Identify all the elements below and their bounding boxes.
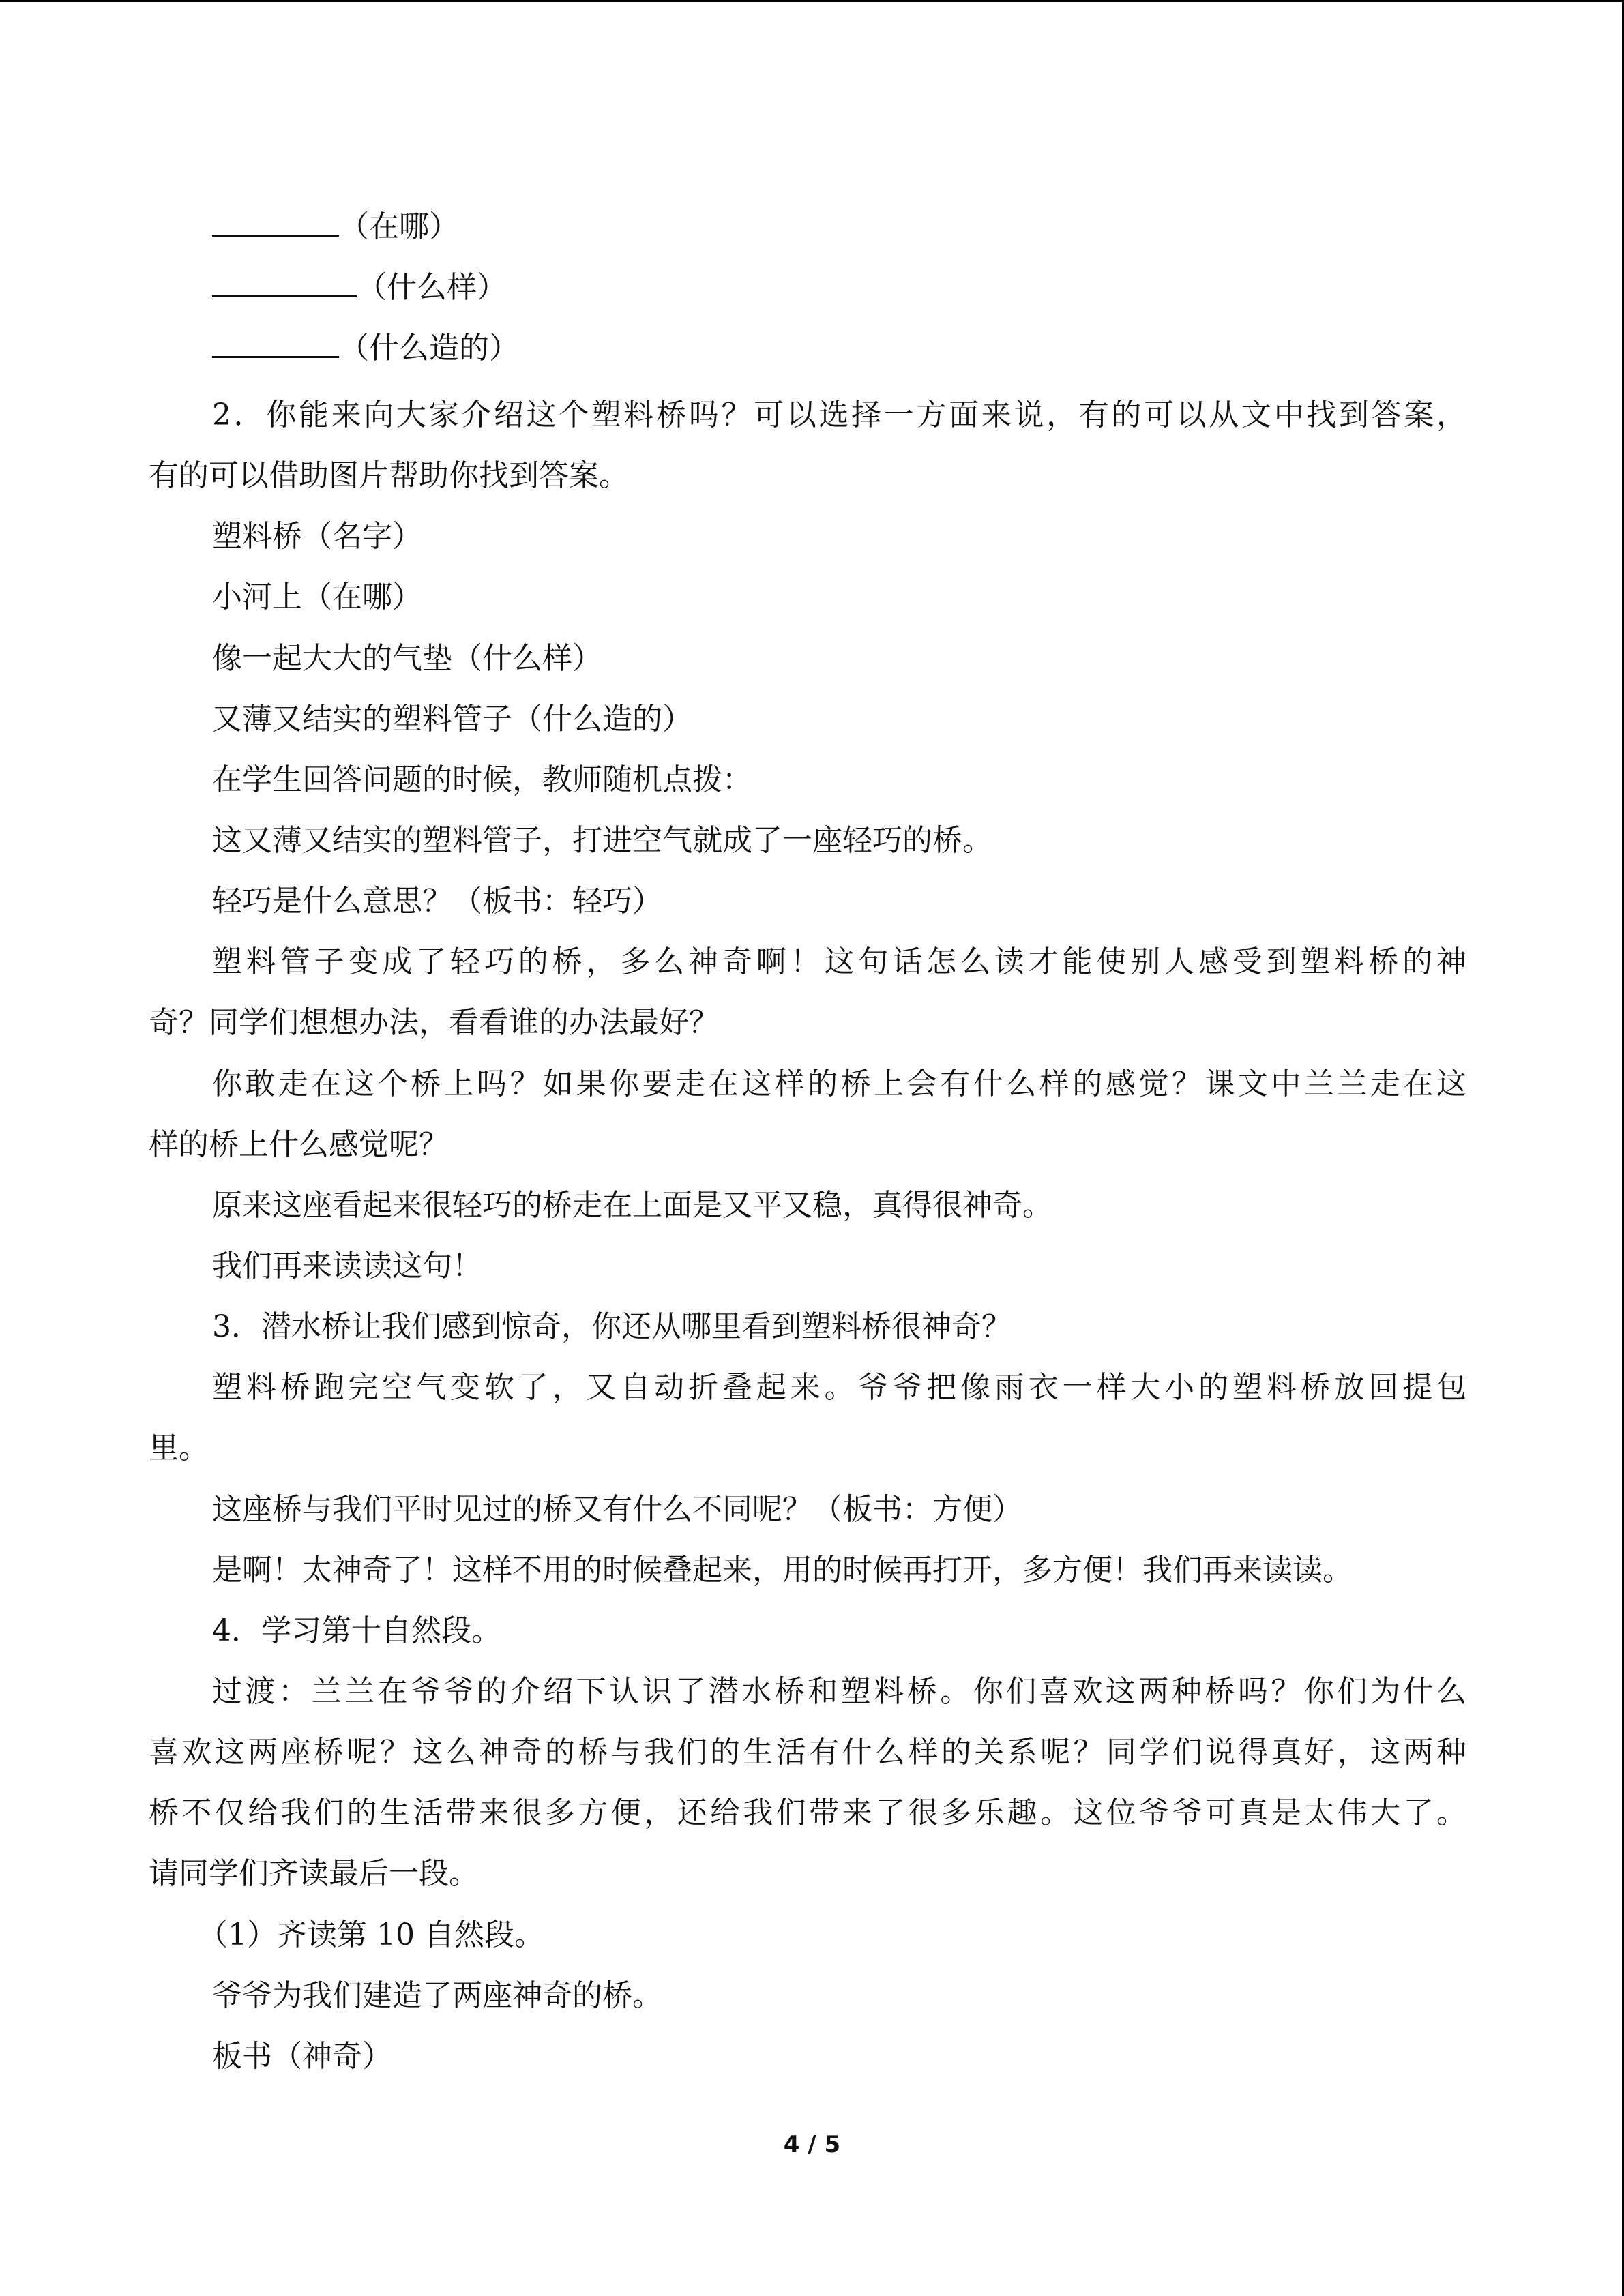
blank-hint-what-like: （什么样） [357,270,507,305]
paragraph-line: 塑料桥（名字） [212,519,422,554]
paragraph-line: 像一起大大的气垫（什么样） [212,641,602,676]
paragraph-line: 又薄又结实的塑料管子（什么造的） [212,702,692,736]
paragraph-line: 板书（神奇） [212,2039,392,2074]
paragraph-line: 有的可以借助图片帮助你找到答案。 [149,458,629,493]
paragraph-line: 塑料桥跑完空气变软了，又自动折叠起来。爷爷把像雨衣一样大小的塑料桥放回提包 [212,1370,1466,1405]
paragraph-line: 你敢走在这个桥上吗？如果你要走在这样的桥上会有什么样的感觉？课文中兰兰走在这 [212,1067,1466,1101]
fill-blank-line-what-like [149,267,1466,308]
blank-hint-where: （在哪） [339,209,459,244]
paragraph-line: 4．学习第十自然段。 [212,1613,501,1648]
paragraph-line: 塑料管子变成了轻巧的桥，多么神奇啊！这句话怎么读才能使别人感受到塑料桥的神 [212,944,1466,979]
paragraph-line: 过渡：兰兰在爷爷的介绍下认识了潜水桥和塑料桥。你们喜欢这两种桥吗？你们为什么 [212,1674,1466,1709]
paragraph-line: 里。 [149,1431,209,1465]
fill-blank-what-like [212,267,357,297]
paragraph-line: 样的桥上什么感觉呢？ [149,1127,449,1162]
paragraph-line: 在学生回答问题的时候，教师随机点拨： [212,762,752,797]
paragraph-line: 桥不仅给我们的生活带来很多方便，还给我们带来了很多乐趣。这位爷爷可真是太伟大了。 [149,1795,1466,1830]
fill-blank-made-of [212,327,339,358]
paragraph-line: 轻巧是什么意思？（板书：轻巧） [212,884,662,919]
paragraph-line: 原来这座看起来很轻巧的桥走在上面是又平又稳，真得很神奇。 [212,1188,1052,1223]
paragraph-line: （1）齐读第 10 自然段。 [198,1918,544,1952]
blank-hint-made-of: （什么造的） [339,331,519,366]
paragraph-line: 爷爷为我们建造了两座神奇的桥。 [212,1978,662,2013]
fill-blank-where [212,206,339,237]
paragraph-line: 小河上（在哪） [212,580,422,614]
paragraph-line: 奇？同学们想想办法，看看谁的办法最好？ [149,1005,719,1040]
paragraph-line: 3．潜水桥让我们感到惊奇，你还从哪里看到塑料桥很神奇？ [212,1309,1012,1344]
fill-blank-line-made-of [149,327,1466,369]
paragraph-line: 请同学们齐读最后一段。 [149,1856,479,1891]
fill-blank-line-where [149,206,1466,248]
paragraph-line: 2．你能来向大家介绍这个塑料桥吗？可以选择一方面来说，有的可以从文中找到答案， [212,398,1466,432]
paragraph-line: 喜欢这两座桥呢？这么神奇的桥与我们的生活有什么样的关系呢？同学们说得真好，这两种 [149,1735,1466,1770]
paragraph-line: 这又薄又结实的塑料管子，打进空气就成了一座轻巧的桥。 [212,823,992,858]
page-number: 4 / 5 [783,2131,841,2158]
paragraph-line: 是啊！太神奇了！这样不用的时候叠起来，用的时候再打开，多方便！我们再来读读。 [212,1553,1353,1587]
paragraph-line: 这座桥与我们平时见过的桥又有什么不同呢？（板书：方便） [212,1492,1022,1527]
paragraph-line: 我们再来读读这句！ [212,1249,482,1283]
